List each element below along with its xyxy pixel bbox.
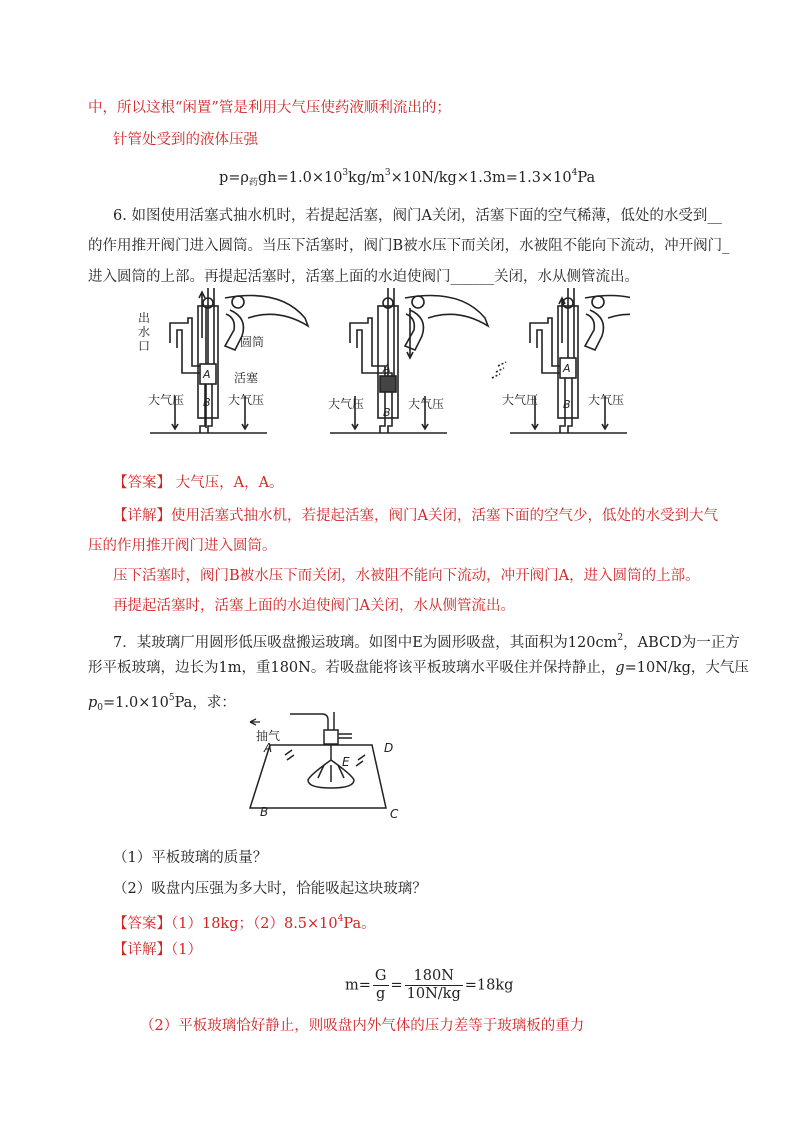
fig6-outlet-label-2: 水 <box>138 325 151 339</box>
q7-line-3: $p_0=1.0\times 10^5Pa$，求： <box>88 693 236 713</box>
q6-answer-text: 大气压，A，A。 <box>175 475 284 491</box>
fig7-label-c: C <box>390 807 399 821</box>
q7-detail: 【详解】（1） <box>113 942 202 958</box>
q6-line-1: 6. 如图使用活塞式抽水机时，若提起活塞，阀门A关闭，活塞下面的空气稀薄，低处的水受到__ <box>113 208 722 224</box>
fig6-atm-label-1b: 大气压 <box>228 393 265 407</box>
fig7-label-b: B <box>260 805 269 819</box>
q7-sub-2: （2）吸盘内压强为多大时，恰能吸起这块玻璃？ <box>113 881 427 897</box>
q7-answer-tag: 【答案】 <box>113 916 171 932</box>
fig7-label-a: A <box>264 741 273 755</box>
fig6-atm-label-2a: 大气压 <box>328 397 365 411</box>
q7-line-2: 形平板玻璃，边长为1m，重180N。若吸盘能将该平板玻璃水平吸住并保持静止，g=10N/kg，大气压 <box>88 660 749 676</box>
fig6-atm-label-2b: 大气压 <box>408 397 445 411</box>
fig6-outlet-label-3: 口 <box>138 339 151 353</box>
fig6-valve-a-2: A <box>383 362 391 375</box>
q6-answer <box>113 473 284 493</box>
q6-line-2: 的作用推开阀门进入圆筒。当压下活塞时，阀门B被水压下而关闭，水被阻不能向下流动，冲开阀门_ <box>88 238 730 254</box>
fig6-atm-label-3b: 大气压 <box>588 393 625 407</box>
q7-sub-1: （1）平板玻璃的质量？ <box>113 850 268 866</box>
q5-line-2: 针管处受到的液体压强 <box>113 132 258 148</box>
suction-cup-figure <box>240 710 410 825</box>
q7-line-1: 7．某玻璃厂用圆形低压吸盘搬运玻璃。如图中E为圆形吸盘，其面积为$120cm^2$，ABCD为一正方 <box>113 633 740 651</box>
q6-detail-line-1: 【详解】使用活塞式抽水机，若提起活塞，阀门A关闭，活塞下面的空气少，低处的水受到大气 <box>113 508 718 524</box>
fig7-pump-label: 抽气 <box>256 729 281 743</box>
cup-valve <box>324 730 338 744</box>
q7-answer: 【答案】（1）18kg；$(2)8.5\times 10^4Pa$。 <box>113 914 376 932</box>
fig6-valve-b-3: B <box>563 398 571 411</box>
q6-detail-line-3: 压下活塞时，阀门B被水压下而关闭，水被阻不能向下流动，冲开阀门A，进入圆筒的上部。 <box>113 568 700 584</box>
fig6-valve-b-2: B <box>383 406 391 419</box>
q6-detail-tag: 【详解】 <box>113 508 171 524</box>
q7-detail-2: （2）平板玻璃恰好静止，则吸盘内外气体的压力差等于玻璃板的重力 <box>140 1018 585 1034</box>
fig7-label-e: E <box>342 755 350 769</box>
piston-pump-figure <box>130 288 630 450</box>
q6-line-3: 进入圆筒的上部。再提起活塞时，活塞上面的水迫使阀门______关闭，水从侧管流出。 <box>88 269 639 285</box>
fig6-valve-b-1: B <box>203 396 211 409</box>
fig6-atm-label-1a: 大气压 <box>148 393 185 407</box>
fig6-cylinder-label: 圆筒 <box>240 335 265 349</box>
fig6-outlet-label-1: 出 <box>138 311 151 325</box>
fig6-valve-a-1: A <box>203 368 211 381</box>
q6-detail-line-2: 压的作用推开阀门进入圆筒。 <box>88 538 277 554</box>
q7-detail-tag: 【详解】 <box>113 942 171 958</box>
q6-detail-line-4: 再提起活塞时，活塞上面的水迫使阀门A关闭，水从侧管流出。 <box>113 598 515 614</box>
pump-diagram-2 <box>330 288 488 433</box>
fig6-piston-label: 活塞 <box>234 371 259 385</box>
fig7-label-d: D <box>384 741 394 755</box>
q7-mass-equation: m= $\frac{G}{g}$ = $\frac{180N}{10N/kg}$ =18kg <box>345 968 514 1002</box>
q6-answer-tag: 【答案】 <box>113 475 171 491</box>
q5-pressure-formula: $p=\rho_药gh=1.0\times 10^3kg/m^3\times 10N/kg\times 1.3m=1.3\times 10^4Pa$ <box>219 168 596 188</box>
pump-diagram-1 <box>150 288 308 433</box>
fig6-valve-a-3: A <box>563 362 571 375</box>
fig6-atm-label-3a: 大气压 <box>502 393 539 407</box>
q5-line-1: 中，所以这根“闲置”管是利用大气压使药液顺利流出的； <box>88 100 451 116</box>
